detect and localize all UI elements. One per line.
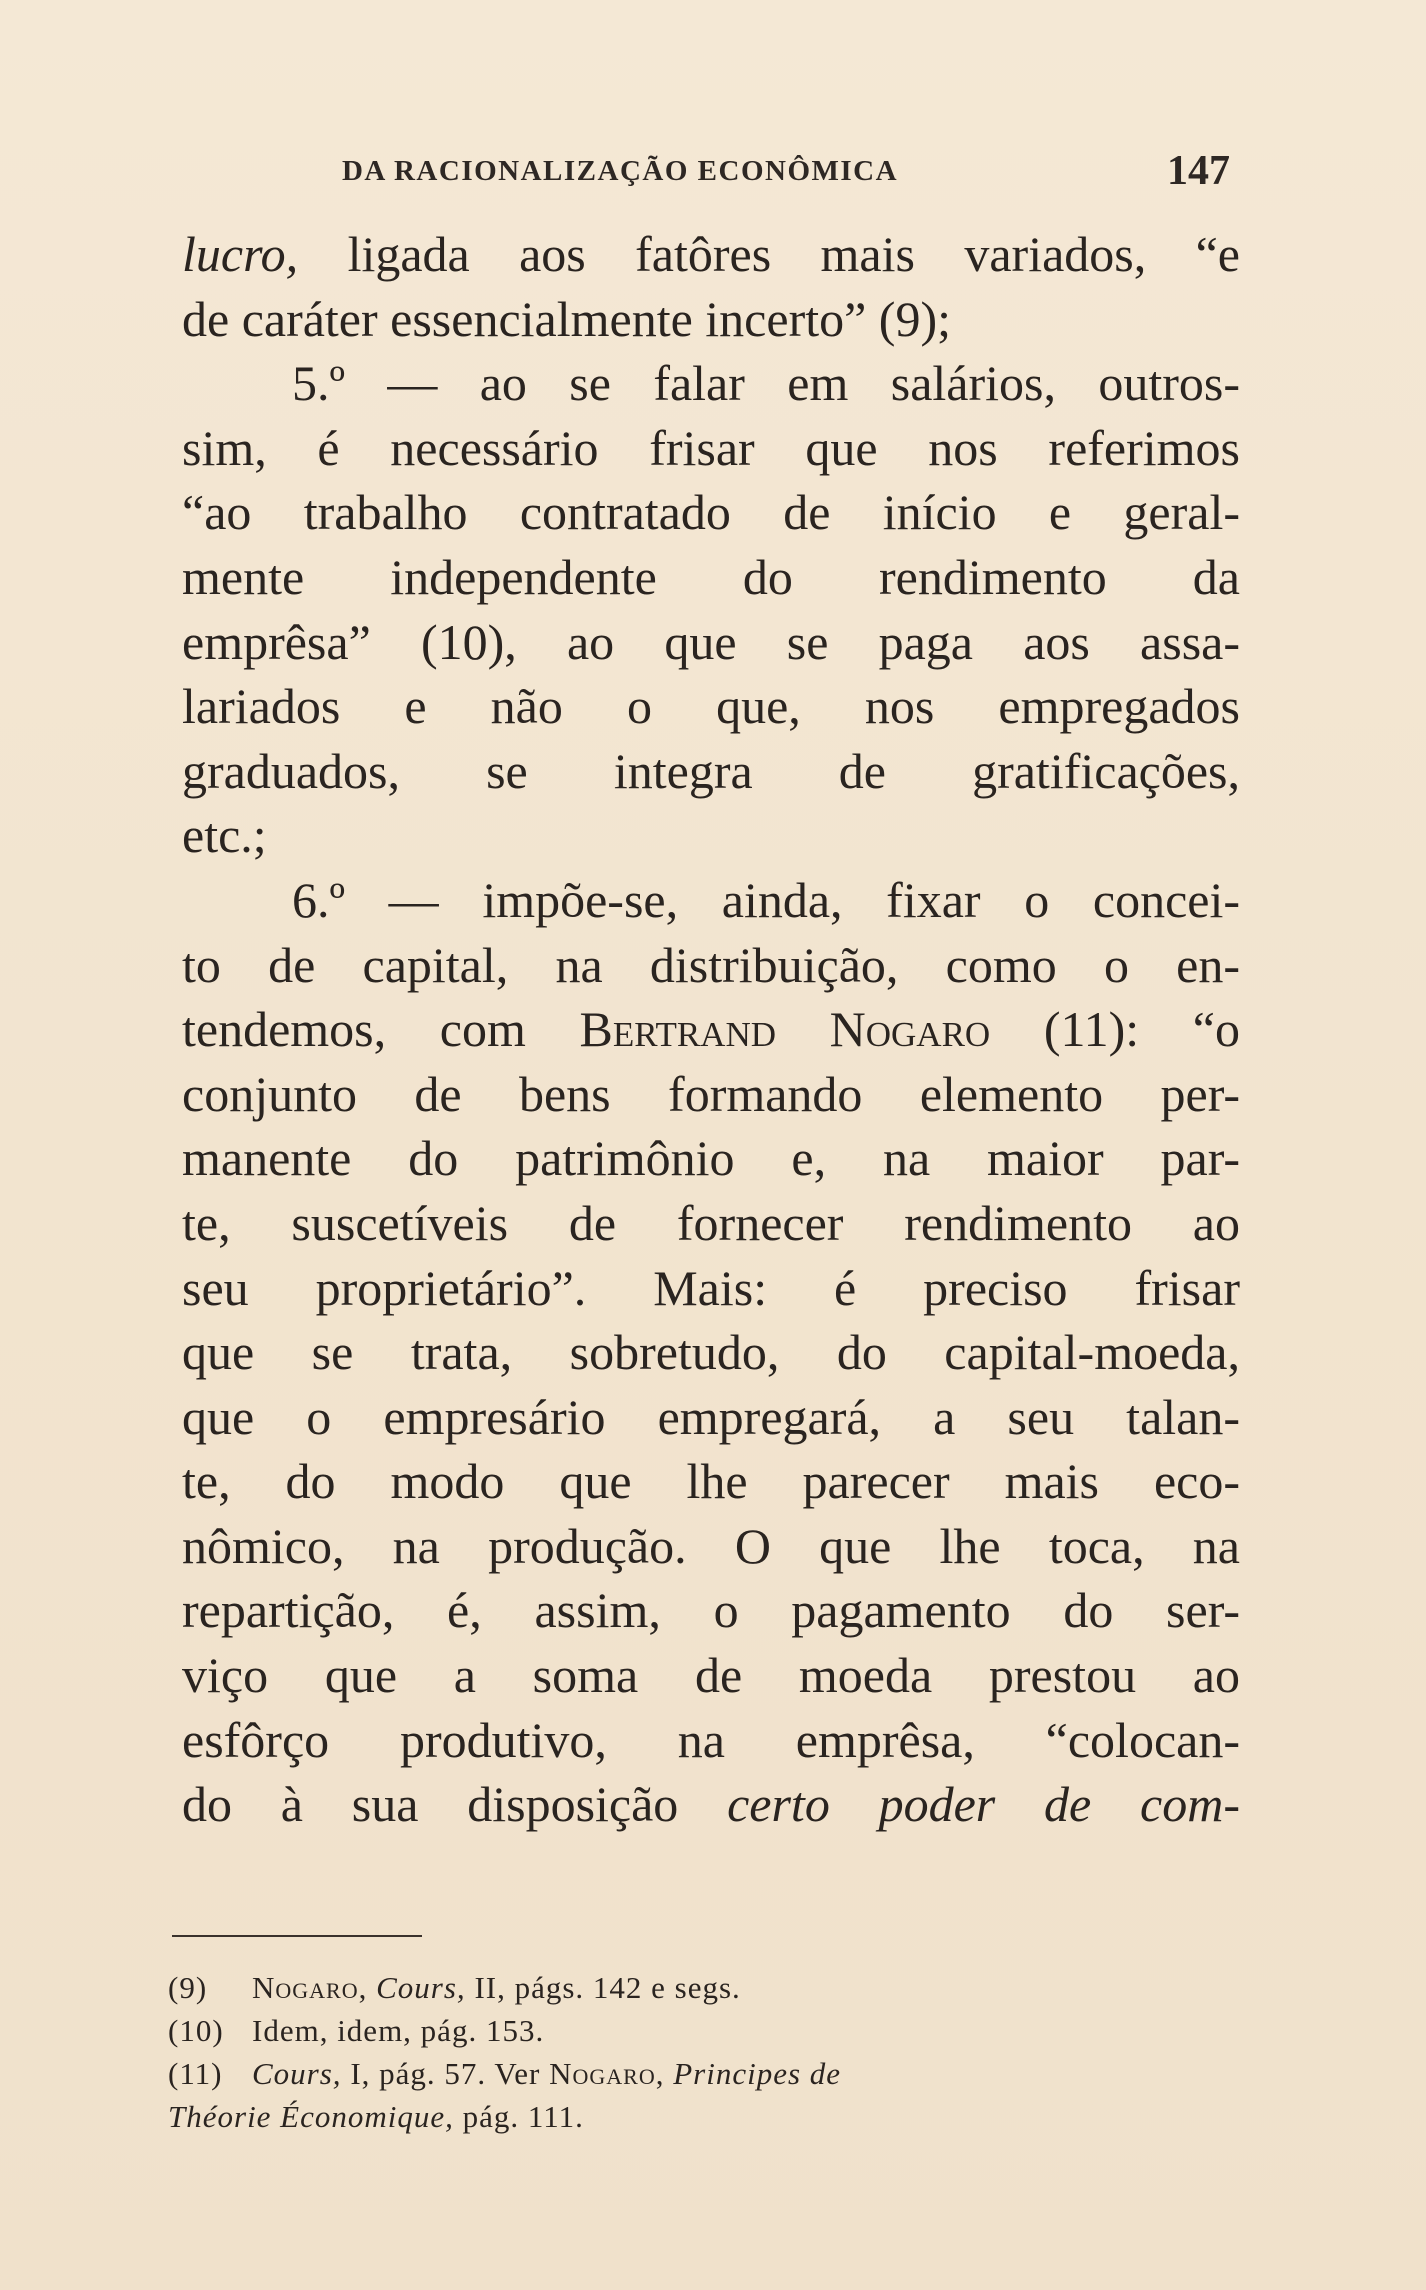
page-number: 147	[1167, 148, 1230, 194]
text-line: emprêsa” (10), ao que se paga aos assa-	[182, 613, 1240, 670]
italic-phrase: certo poder de com-	[727, 1776, 1240, 1833]
footnote-10	[168, 2009, 1238, 2052]
footnote-9	[168, 1966, 1238, 2009]
footnote-text: I, pág. 57. Ver	[341, 2056, 550, 2091]
footnote-number: (10)	[168, 2013, 224, 2048]
text-line: manente do patrimônio e, na maior par-	[182, 1130, 1240, 1187]
text-line: de caráter essencialmente incerto” (9);	[182, 290, 951, 347]
book-title: Principes de	[664, 2056, 842, 2091]
footnotes	[168, 1966, 1238, 2138]
footnote-text: pág. 111.	[453, 2099, 584, 2134]
text-line	[182, 222, 1240, 287]
footnote-text: Idem, idem, pág. 153.	[252, 2013, 545, 2048]
italic-word: lucro,	[182, 226, 299, 282]
text-line: repartição, é, assim, o pagamento do ser-	[182, 1582, 1240, 1639]
running-head	[190, 145, 1230, 205]
text-line: sim, é necessário frisar que nos referimos	[182, 419, 1240, 476]
text-segment: do à sua disposição	[182, 1776, 728, 1833]
text-line: te, do modo que lhe parecer mais eco-	[182, 1453, 1240, 1510]
text-line: te, suscetíveis de fornecer rendimento ao	[182, 1194, 1240, 1251]
text-line: conjunto de bens formando elemento per-	[182, 1065, 1240, 1122]
text-line	[182, 997, 1240, 1062]
text-line	[182, 1772, 1240, 1837]
author-name: Nogaro,	[549, 2056, 665, 2091]
footnote-number: (11)	[168, 2056, 223, 2091]
text-line: esfôrço produtivo, na emprêsa, “colocan-	[182, 1711, 1240, 1768]
text-line: etc.;	[182, 807, 267, 864]
author-name: Nogaro,	[252, 1970, 368, 2005]
text-segment: tendemos, com	[182, 1001, 580, 1058]
text-line: mente independente do rendimento da	[182, 548, 1240, 605]
text-line: 5.º — ao se falar em salários, outros-	[292, 355, 1240, 412]
text-line: nômico, na produção. O que lhe toca, na	[182, 1517, 1240, 1574]
text-line: que o empresário empregará, a seu talan-	[182, 1388, 1240, 1445]
book-title: Cours,	[252, 2056, 342, 2091]
text-segment: ligada aos fatôres mais variados, “e	[298, 226, 1240, 282]
footnote-11	[168, 2052, 1238, 2095]
book-title: Théorie Économique,	[168, 2099, 454, 2134]
running-title: DA RACIONALIZAÇÃO ECONÔMICA	[341, 155, 899, 187]
footnote-number: (9)	[168, 1970, 208, 2005]
text-segment: (11): “o	[990, 1001, 1240, 1058]
text-line: que se trata, sobretudo, do capital-moeda,	[182, 1324, 1240, 1381]
footnote-divider	[172, 1935, 422, 1937]
text-line: to de capital, na distribuição, como o en-	[182, 936, 1240, 993]
text-line: seu proprietário”. Mais: é preciso frisar	[182, 1259, 1240, 1316]
author-name: Bertrand Nogaro	[579, 1001, 991, 1058]
footnote-11-continued	[168, 2095, 1238, 2138]
text-line: “ao trabalho contratado de início e geral-	[182, 484, 1240, 541]
text-line: viço que a soma de moeda prestou ao	[182, 1647, 1240, 1704]
footnote-text: II, págs. 142 e segs.	[465, 1970, 741, 2005]
body-text	[182, 222, 1240, 1837]
book-title: Cours,	[367, 1970, 466, 2005]
text-line: 6.º — impõe-se, ainda, fixar o concei-	[292, 871, 1240, 928]
text-line: graduados, se integra de gratificações,	[182, 742, 1240, 799]
text-line: lariados e não o que, nos empregados	[182, 678, 1240, 735]
